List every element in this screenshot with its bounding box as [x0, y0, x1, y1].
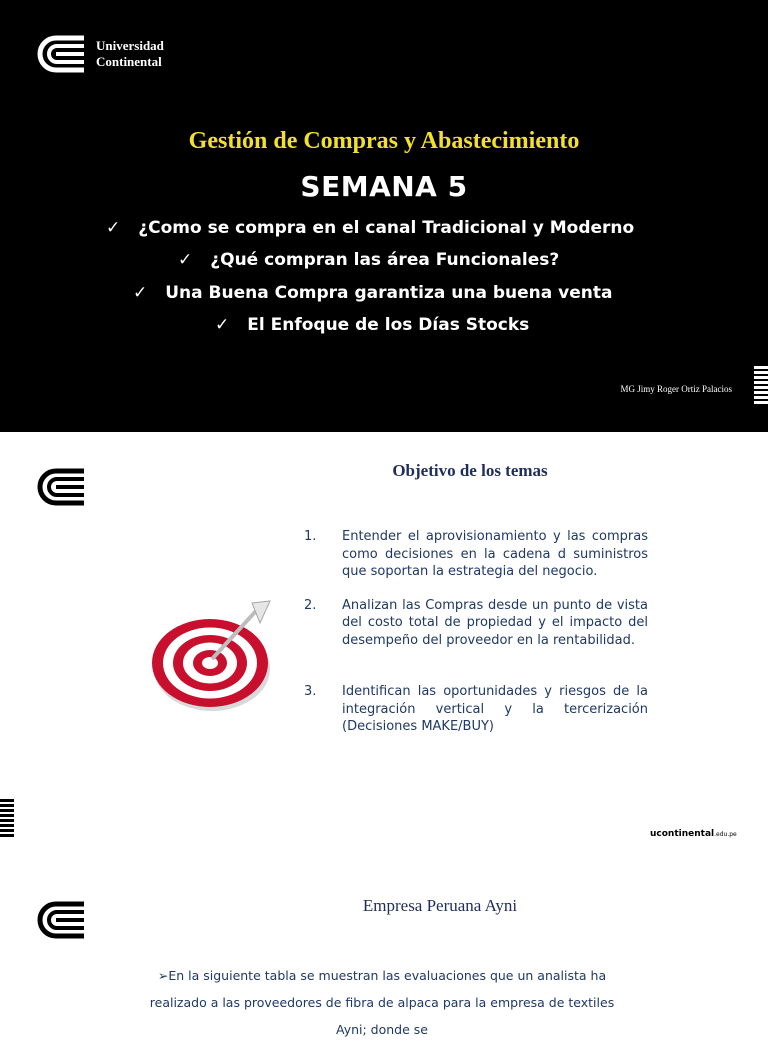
list-item	[304, 683, 648, 736]
item-number: 1.	[304, 529, 317, 544]
bullet-item	[215, 315, 529, 335]
checkmark-icon: ✓	[178, 250, 193, 270]
item-text: Identifican las oportunidades y riesgos de la integración vertical y la tercerización (Decisiones MAKE/BUY)	[342, 684, 648, 734]
checkmark-icon: ✓	[215, 315, 230, 335]
slide-1-title	[0, 0, 768, 432]
bullet-text: Una Buena Compra garantiza una buena venta	[165, 283, 613, 303]
university-logo-icon	[34, 899, 88, 941]
slide-3-company	[0, 866, 768, 1037]
footer-domain: .edu.pe	[714, 831, 737, 838]
checkmark-icon: ✓	[106, 218, 121, 238]
item-text: Entender el aprovisionamiento y las compras como decisiones en la cadena d suministros que soportan la estrategia del negocio.	[342, 529, 648, 579]
stripes-icon	[0, 799, 14, 839]
brand-line-2: Continental	[96, 54, 162, 69]
slide-2-objectives	[0, 433, 768, 865]
checkmark-icon: ✓	[133, 283, 148, 303]
university-brand	[96, 38, 164, 70]
item-number: 2.	[304, 597, 317, 613]
bullet-text: El Enfoque de los Días Stocks	[247, 315, 530, 335]
list-item	[304, 597, 648, 650]
bullet-item	[178, 250, 559, 270]
footer-website	[650, 829, 737, 839]
bullet-item	[106, 218, 634, 238]
intro-paragraph	[140, 962, 624, 1043]
item-number: 3.	[304, 684, 317, 699]
paragraph-text: En la siguiente tabla se muestran las evaluaciones que un analista ha realizado a las proveedores de fibra de alpaca para la empresa de textiles Ayni; donde se	[149, 968, 615, 1037]
slide-title: Empresa Peruana Ayni	[362, 896, 518, 915]
week-heading: SEMANA 5	[300, 170, 468, 203]
item-text: Analizan las Compras desde un punto de vista del costo total de propiedad y el impacto del desempeño del proveedor en la rentabilidad.	[342, 597, 648, 648]
target-dart-icon	[148, 601, 276, 719]
arrow-bullet-icon: ➢	[157, 968, 169, 983]
bullet-item	[133, 283, 612, 303]
brand-line-1: Universidad	[96, 38, 164, 53]
stripes-icon	[754, 366, 768, 406]
bullet-text: ¿Qué compran las área Funcionales?	[210, 250, 560, 270]
slide-title: Objetivo de los temas	[392, 461, 548, 480]
author-credit: MG Jimy Roger Ortiz Palacios	[620, 384, 732, 394]
footer-brand-name: ucontinental	[650, 829, 715, 839]
bullet-text: ¿Como se compra en el canal Tradicional y Moderno	[138, 218, 635, 238]
course-title: Gestión de Compras y Abastecimiento	[188, 128, 580, 154]
university-logo-icon	[34, 33, 88, 75]
list-item	[304, 528, 648, 581]
objectives-list	[304, 528, 648, 736]
university-logo-icon	[34, 466, 88, 508]
